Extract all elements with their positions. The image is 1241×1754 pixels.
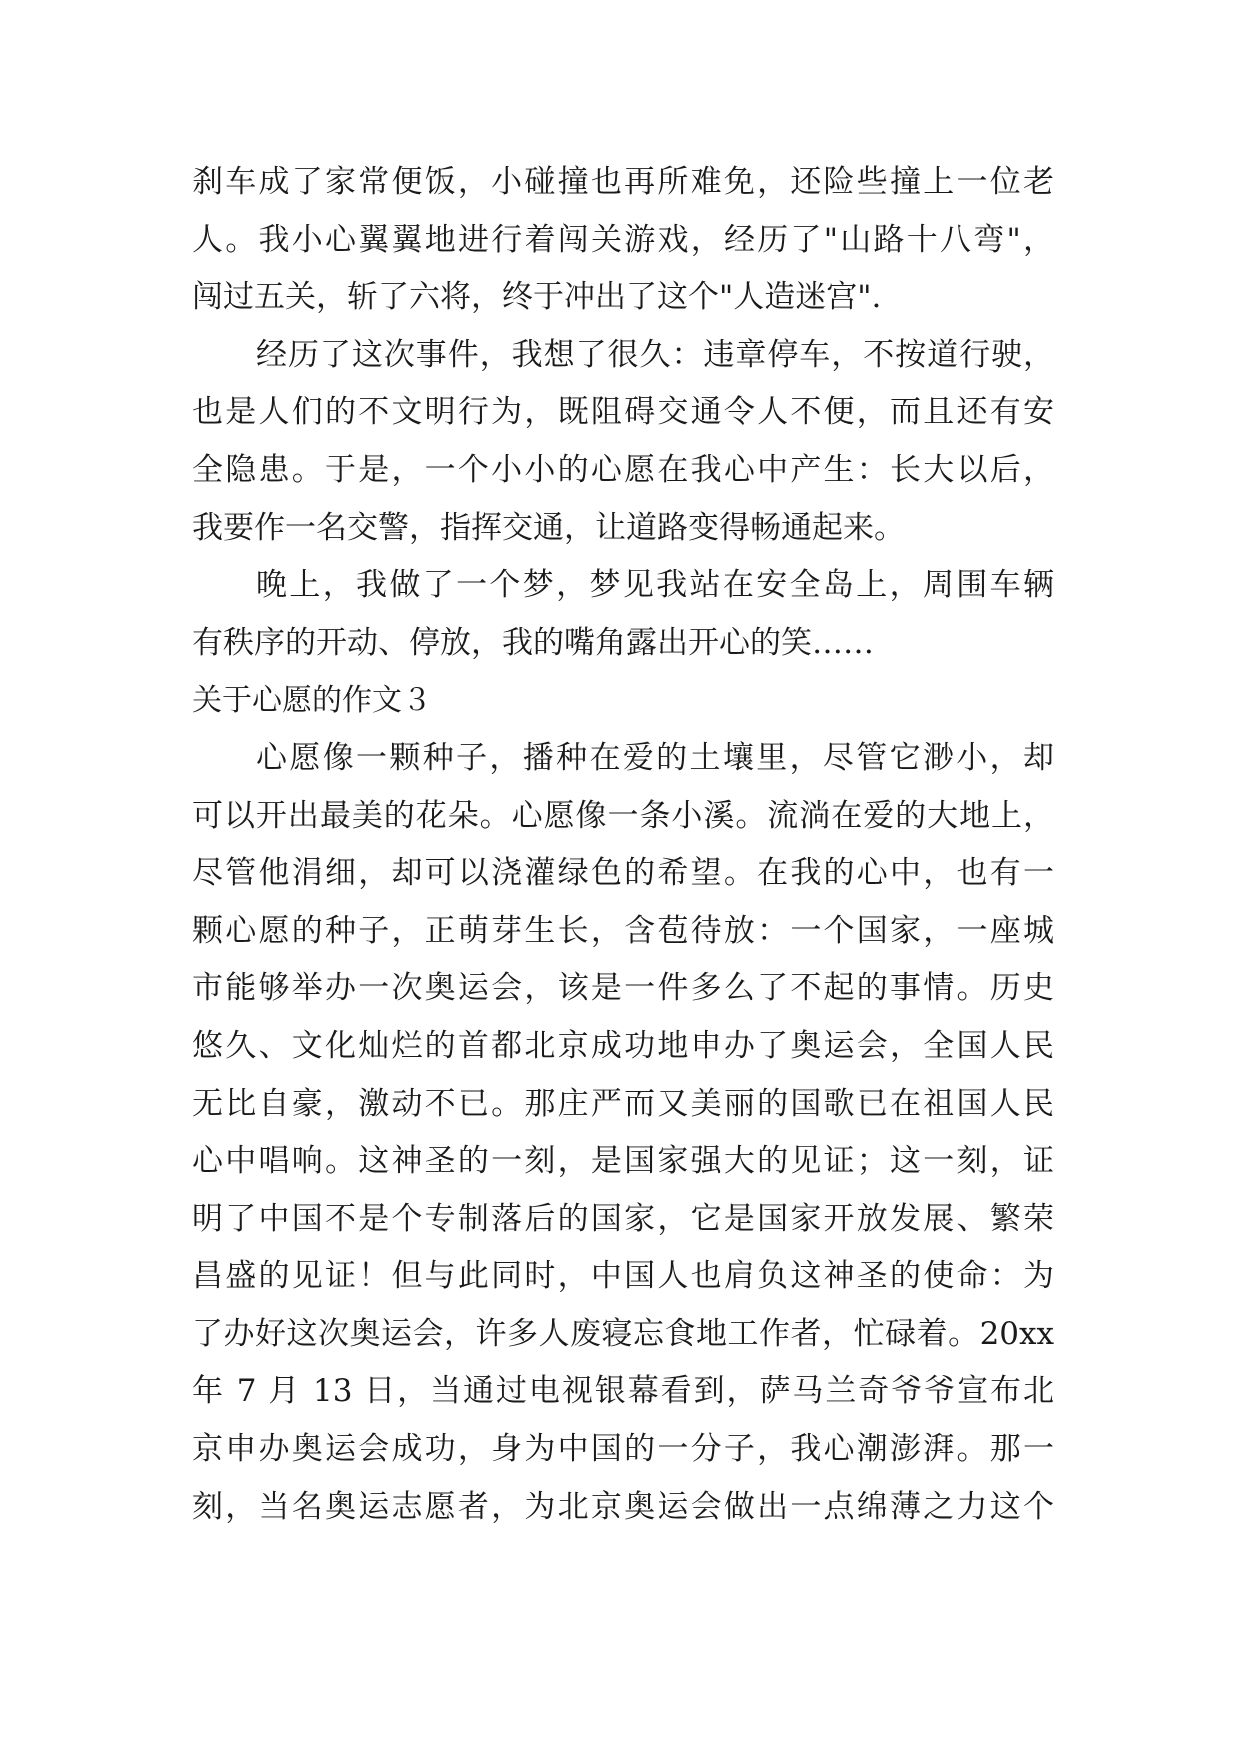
- text-line: 有秩序的开动、停放，我的嘴角露出开心的笑……: [192, 624, 874, 661]
- text-line: 明了中国不是个专制落后的国家，它是国家开放发展、繁荣: [192, 1200, 1054, 1237]
- text-line: 了办好这次奥运会，许多人废寝忘食地工作者，忙碌着。20xx: [192, 1315, 1054, 1352]
- text-line: 昌盛的见证！但与此同时，中国人也肩负这神圣的使命：为: [192, 1258, 1054, 1295]
- text-line: 市能够举办一次奥运会，该是一件多么了不起的事情。历史: [192, 970, 1054, 1007]
- paragraph-start-line: 晚上，我做了一个梦，梦见我站在安全岛上，周围车辆: [256, 567, 1054, 604]
- text-line: 我要作一名交警，指挥交通，让道路变得畅通起来。: [192, 509, 905, 546]
- text-line: 全隐患。于是，一个小小的心愿在我心中产生：长大以后，: [192, 451, 1054, 488]
- text-line: 闯过五关，斩了六将，终于冲出了这个"人造迷宫".: [192, 279, 882, 316]
- section-heading: 关于心愿的作文３: [192, 683, 432, 719]
- text-line: 颗心愿的种子，正萌芽生长，含苞待放：一个国家，一座城: [192, 912, 1054, 949]
- text-line: 年 7 月 13 日，当通过电视银幕看到，萨马兰奇爷爷宣布北: [192, 1373, 1054, 1410]
- paragraph-start-line: 经历了这次事件，我想了很久：违章停车，不按道行驶，: [256, 336, 1054, 373]
- text-line: 刻，当名奥运志愿者，为北京奥运会做出一点绵薄之力这个: [192, 1488, 1054, 1525]
- text-line: 尽管他涓细，却可以浇灌绿色的希望。在我的心中，也有一: [192, 855, 1054, 892]
- paragraph-start-line: 心愿像一颗种子，播种在爱的土壤里，尽管它渺小，却: [256, 739, 1054, 776]
- text-line: 刹车成了家常便饭，小碰撞也再所难免，还险些撞上一位老: [192, 164, 1054, 200]
- text-line: 无比自豪，激动不已。那庄严而又美丽的国歌已在祖国人民: [192, 1085, 1054, 1122]
- text-line: 也是人们的不文明行为，既阻碍交通令人不便，而且还有安: [192, 394, 1054, 431]
- text-line: 心中唱响。这神圣的一刻，是国家强大的见证；这一刻，证: [192, 1143, 1054, 1180]
- document-body: [192, 154, 1054, 1536]
- text-line: 京申办奥运会成功，身为中国的一分子，我心潮澎湃。那一: [192, 1431, 1054, 1468]
- text-line: 可以开出最美的花朵。心愿像一条小溪。流淌在爱的大地上，: [192, 797, 1054, 834]
- text-line: 悠久、文化灿烂的首都北京成功地申办了奥运会，全国人民: [192, 1027, 1054, 1064]
- text-line: 人。我小心翼翼地进行着闯关游戏，经历了"山路十八弯"，: [192, 221, 1054, 258]
